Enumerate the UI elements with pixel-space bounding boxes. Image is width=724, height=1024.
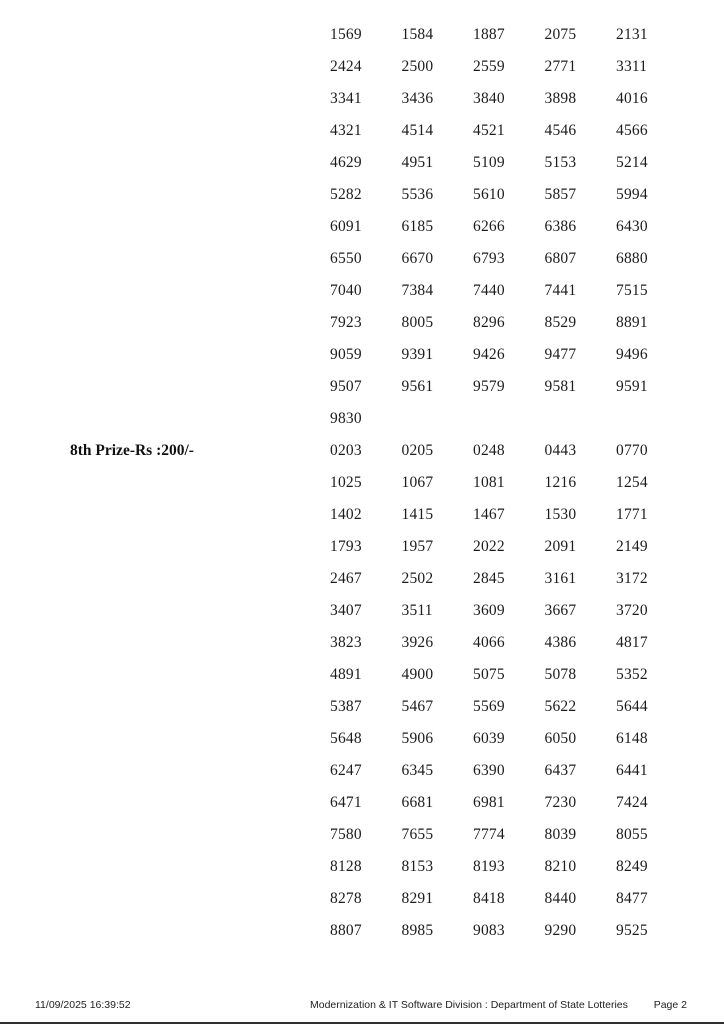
- prize-number: 5075: [473, 666, 505, 683]
- prize-number: 3511: [401, 602, 433, 619]
- prize-number: 6091: [330, 218, 362, 235]
- prize-number: 2845: [473, 570, 505, 587]
- prize-number: 6390: [473, 762, 505, 779]
- prize-number: 7440: [473, 282, 505, 299]
- prize-number: 8278: [330, 890, 362, 907]
- prize-number: 9391: [401, 346, 434, 363]
- prize-number: 4514: [401, 122, 434, 139]
- prize-number: 9591: [616, 378, 648, 395]
- prize-number: 8985: [401, 922, 434, 939]
- number-grid: [70, 19, 688, 947]
- prize-number: 2559: [473, 58, 505, 75]
- prize-number: 0770: [616, 442, 648, 459]
- number-row: [330, 723, 688, 755]
- prize-number: 0248: [473, 442, 505, 459]
- prize-number: 9477: [544, 346, 577, 363]
- prize-number: 7230: [544, 794, 577, 811]
- prize-number: 0443: [544, 442, 577, 459]
- prize-number: 1081: [473, 474, 505, 491]
- prize-number: 4016: [616, 90, 648, 107]
- number-row: [330, 371, 688, 403]
- prize-number: 3407: [330, 602, 362, 619]
- prize-number: 8039: [544, 826, 577, 843]
- prize-number: 2467: [330, 570, 362, 587]
- prize-number: 4900: [401, 666, 434, 683]
- footer-page-number: Page 2: [653, 999, 687, 1011]
- prize-number: 6430: [616, 218, 648, 235]
- number-row: [330, 755, 688, 787]
- prize-number: 2149: [616, 538, 648, 555]
- number-row: [330, 563, 688, 595]
- number-row: [330, 627, 688, 659]
- prize-number: 2771: [544, 58, 577, 75]
- prize-number: 8291: [401, 890, 434, 907]
- prize-number: 9525: [616, 922, 648, 939]
- prize-number: 4546: [544, 122, 577, 139]
- prize-number: 6681: [401, 794, 434, 811]
- prize-number: 5994: [616, 186, 648, 203]
- number-row: [330, 83, 688, 115]
- prize-number: 8891: [616, 314, 648, 331]
- prize-number: 6981: [473, 794, 505, 811]
- prize-number: 5467: [401, 698, 434, 715]
- prize-number: 3926: [401, 634, 434, 651]
- prize-number: 5387: [330, 698, 362, 715]
- prize-number: 5536: [401, 186, 434, 203]
- prize-number: 3436: [401, 90, 434, 107]
- prize-number: 2424: [330, 58, 362, 75]
- prize-number: 5648: [330, 730, 362, 747]
- prize-number: 7923: [330, 314, 362, 331]
- prize-number: 2075: [544, 26, 577, 43]
- prize-number: 9561: [401, 378, 434, 395]
- prize-number: 7424: [616, 794, 648, 811]
- prize-number: 1254: [616, 474, 648, 491]
- prize-label: 8th Prize-Rs :200/-: [70, 442, 194, 459]
- prize-number: 3898: [544, 90, 577, 107]
- prize-number: 8477: [616, 890, 648, 907]
- footer-timestamp: 11/09/2025 16:39:52: [35, 999, 131, 1011]
- prize-number: 8529: [544, 314, 577, 331]
- prize-number: 2131: [616, 26, 648, 43]
- prize-number: 7384: [401, 282, 434, 299]
- prize-number: 4891: [330, 666, 362, 683]
- prize-number: 6039: [473, 730, 505, 747]
- prize-number: 5644: [616, 698, 648, 715]
- number-row: [330, 147, 688, 179]
- prize-number: 6247: [330, 762, 362, 779]
- number-row: [330, 851, 688, 883]
- prize-number: 1584: [401, 26, 434, 43]
- prize-number: 6550: [330, 250, 362, 267]
- prize-number: 6807: [544, 250, 577, 267]
- prize-number: 1957: [401, 538, 434, 555]
- prize-number: 5622: [544, 698, 577, 715]
- prize-number: 1887: [473, 26, 505, 43]
- prize-number: 5078: [544, 666, 577, 683]
- prize-number: 8005: [401, 314, 434, 331]
- prize-number: 3720: [616, 602, 648, 619]
- number-row: [330, 691, 688, 723]
- number-row: [330, 211, 688, 243]
- number-row: [330, 915, 688, 947]
- prize-number: 9290: [544, 922, 577, 939]
- prize-number: 8418: [473, 890, 505, 907]
- prize-number: 3311: [616, 58, 648, 75]
- prize-number: 1415: [401, 506, 434, 523]
- prize-number: 8128: [330, 858, 362, 875]
- prize-number: 7040: [330, 282, 362, 299]
- prize-number: 1025: [330, 474, 362, 491]
- prize-number: 8440: [544, 890, 577, 907]
- number-row: [330, 403, 688, 435]
- prize-number: 6050: [544, 730, 577, 747]
- prize-number: 8210: [544, 858, 577, 875]
- prize-number: 6185: [401, 218, 434, 235]
- prize-number: 3667: [544, 602, 577, 619]
- prize-number: 8249: [616, 858, 648, 875]
- prize-number: 6437: [544, 762, 577, 779]
- prize-number: 4817: [616, 634, 648, 651]
- prize-number: 5906: [401, 730, 434, 747]
- prize-number: 6880: [616, 250, 648, 267]
- prize-number: 5857: [544, 186, 577, 203]
- prize-number: 1067: [401, 474, 434, 491]
- prize-number: 8055: [616, 826, 648, 843]
- prize-number: 6148: [616, 730, 648, 747]
- prize-number: 8296: [473, 314, 505, 331]
- prize-number: 6345: [401, 762, 434, 779]
- prize-number: 7580: [330, 826, 362, 843]
- prize-number: 3172: [616, 570, 648, 587]
- prize-number: 3823: [330, 634, 362, 651]
- page-footer: [0, 997, 724, 1013]
- number-row: [330, 531, 688, 563]
- number-row: [330, 307, 688, 339]
- prize-number: 1530: [544, 506, 577, 523]
- prize-number: 3609: [473, 602, 505, 619]
- prize-number: 8153: [401, 858, 434, 875]
- prize-number: 8807: [330, 922, 362, 939]
- number-row: [330, 19, 688, 51]
- prize-number: 8193: [473, 858, 505, 875]
- prize-number: 3161: [544, 570, 577, 587]
- prize-number: 1402: [330, 506, 362, 523]
- number-row: [330, 595, 688, 627]
- number-row: [330, 243, 688, 275]
- prize-number: 7441: [544, 282, 577, 299]
- number-row: [330, 115, 688, 147]
- footer-division-text: Modernization & IT Software Division : Department of State Lotteries: [310, 999, 628, 1011]
- prize-number: 4521: [473, 122, 505, 139]
- number-row: [330, 883, 688, 915]
- number-row: [330, 51, 688, 83]
- prize-number: 1569: [330, 26, 362, 43]
- prize-number: 7774: [473, 826, 505, 843]
- number-row: [330, 467, 688, 499]
- prize-number: 9059: [330, 346, 362, 363]
- prize-number: 9581: [544, 378, 577, 395]
- prize-number: 0205: [401, 442, 434, 459]
- prize-number: 6670: [401, 250, 434, 267]
- number-row: [330, 819, 688, 851]
- number-row: [330, 499, 688, 531]
- prize-number: 6793: [473, 250, 505, 267]
- number-row: [330, 659, 688, 691]
- prize-number: 5282: [330, 186, 362, 203]
- prize-number: 4629: [330, 154, 362, 171]
- number-row: [330, 339, 688, 371]
- prize-number: 3341: [330, 90, 362, 107]
- prize-number: 4386: [544, 634, 577, 651]
- prize-number: 6266: [473, 218, 505, 235]
- prize-number: 9830: [330, 410, 362, 427]
- prize-number: 6441: [616, 762, 648, 779]
- prize-number: 2022: [473, 538, 505, 555]
- prize-number: 9426: [473, 346, 505, 363]
- number-row: [330, 787, 688, 819]
- prize-number: 2502: [401, 570, 434, 587]
- prize-number: 9083: [473, 922, 505, 939]
- prize-number: 9507: [330, 378, 362, 395]
- prize-number: 5610: [473, 186, 505, 203]
- prize-number: 1771: [616, 506, 648, 523]
- prize-number: 4951: [401, 154, 434, 171]
- prize-number: 5214: [616, 154, 648, 171]
- prize-number: 2500: [401, 58, 434, 75]
- prize-number: 1467: [473, 506, 505, 523]
- number-row: [330, 179, 688, 211]
- prize-number: 7515: [616, 282, 648, 299]
- prize-number: 6471: [330, 794, 362, 811]
- prize-number: 6386: [544, 218, 577, 235]
- number-row: [70, 435, 688, 467]
- prize-number: 5153: [544, 154, 577, 171]
- prize-number: 0203: [330, 442, 362, 459]
- prize-number: 9496: [616, 346, 648, 363]
- prize-number: 4566: [616, 122, 648, 139]
- prize-number: 4321: [330, 122, 362, 139]
- prize-number: 5569: [473, 698, 505, 715]
- prize-number: 7655: [401, 826, 434, 843]
- prize-number: 3840: [473, 90, 505, 107]
- prize-number: 4066: [473, 634, 505, 651]
- prize-number: 5109: [473, 154, 505, 171]
- number-row: [330, 275, 688, 307]
- prize-number: 2091: [544, 538, 577, 555]
- prize-number: 5352: [616, 666, 648, 683]
- prize-number: 1793: [330, 538, 362, 555]
- prize-number: 9579: [473, 378, 505, 395]
- prize-number: 1216: [544, 474, 577, 491]
